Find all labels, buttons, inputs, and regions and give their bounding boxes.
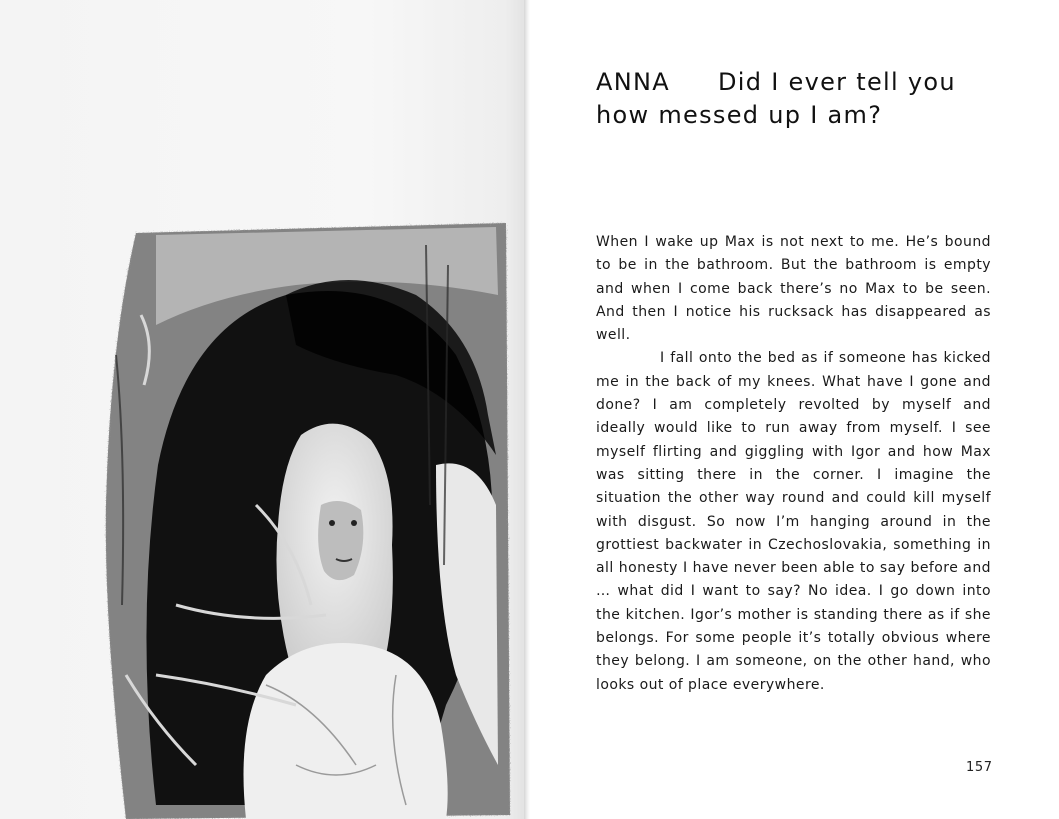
heading-line-2: how messed up I am?: [596, 101, 883, 129]
right-page: [530, 0, 1059, 819]
etching-girl-in-dark-arch-icon: [96, 205, 516, 819]
left-page: [0, 0, 526, 819]
paragraph: I fall onto the bed as if someone has kicked me in the back of my knees. What have I gone and done? I am completely revolted by myself and ideally would like to run away from myself. I see myself flirting and giggling with Igor and how Max was sitting there in the corner. I imagine the situation the other way round and could kill myself with disgust. So now I’m hanging around in the grottiest backwater in Czechoslovakia, something in all honesty I have never been able to say before and … what did I want to say? No idea. I go down into the kitchen. Igor’s mother is standing there as if she belongs. For some people it’s totally obvious where they belong. I am someone, on the other hand, who looks out of place everywhere.: [596, 350, 991, 693]
paragraph: When I wake up Max is not next to me. He’s bound to be in the bathroom. But the bathroom is empty and when I come back there’s no Max to be seen. And then I notice his rucksack has disappeared as well.: [596, 234, 991, 344]
page-number: 157: [966, 760, 993, 775]
heading-line-1: [596, 66, 996, 99]
page-heading: [596, 66, 996, 132]
etching-illustration: [96, 205, 516, 819]
body-text: [596, 231, 991, 697]
speaker-name: ANNA: [596, 68, 670, 96]
heading-text-1: Did I ever tell you: [718, 68, 956, 96]
